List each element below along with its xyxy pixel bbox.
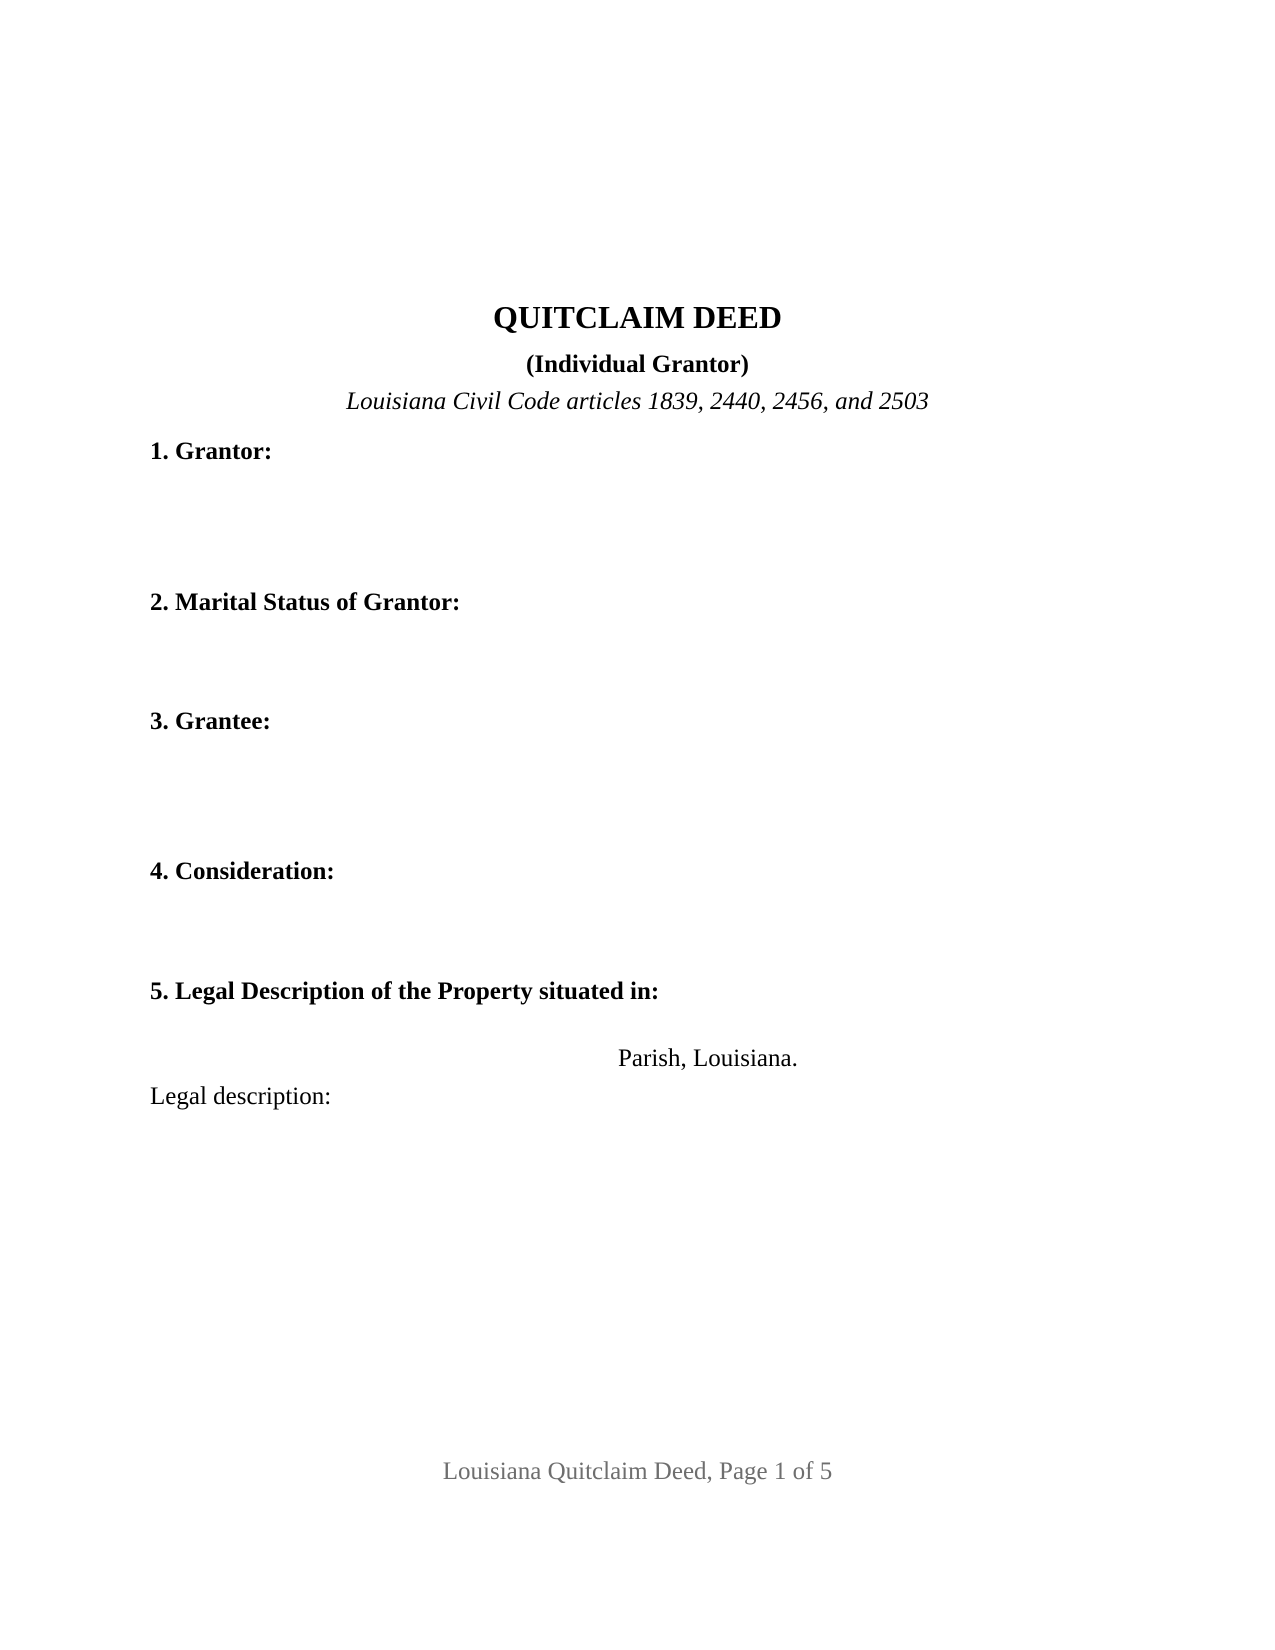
legal-citation: Louisiana Civil Code articles 1839, 2440, 2456, and 2503: [346, 388, 929, 415]
document-title: QUITCLAIM DEED: [493, 299, 782, 335]
section-grantee-heading: 3. Grantee:: [150, 708, 271, 735]
section-consideration-heading: 4. Consideration:: [150, 858, 335, 885]
document-subtitle: (Individual Grantor): [526, 351, 749, 378]
section-marital-status-heading: 2. Marital Status of Grantor:: [150, 589, 461, 616]
page-footer: Louisiana Quitclaim Deed, Page 1 of 5: [442, 1458, 833, 1485]
legal-description-label: Legal description:: [150, 1083, 332, 1110]
parish-location-text: Parish, Louisiana.: [618, 1045, 798, 1072]
section-grantor-heading: 1. Grantor:: [150, 438, 273, 465]
section-legal-description-heading: 5. Legal Description of the Property situated in:: [150, 978, 660, 1005]
